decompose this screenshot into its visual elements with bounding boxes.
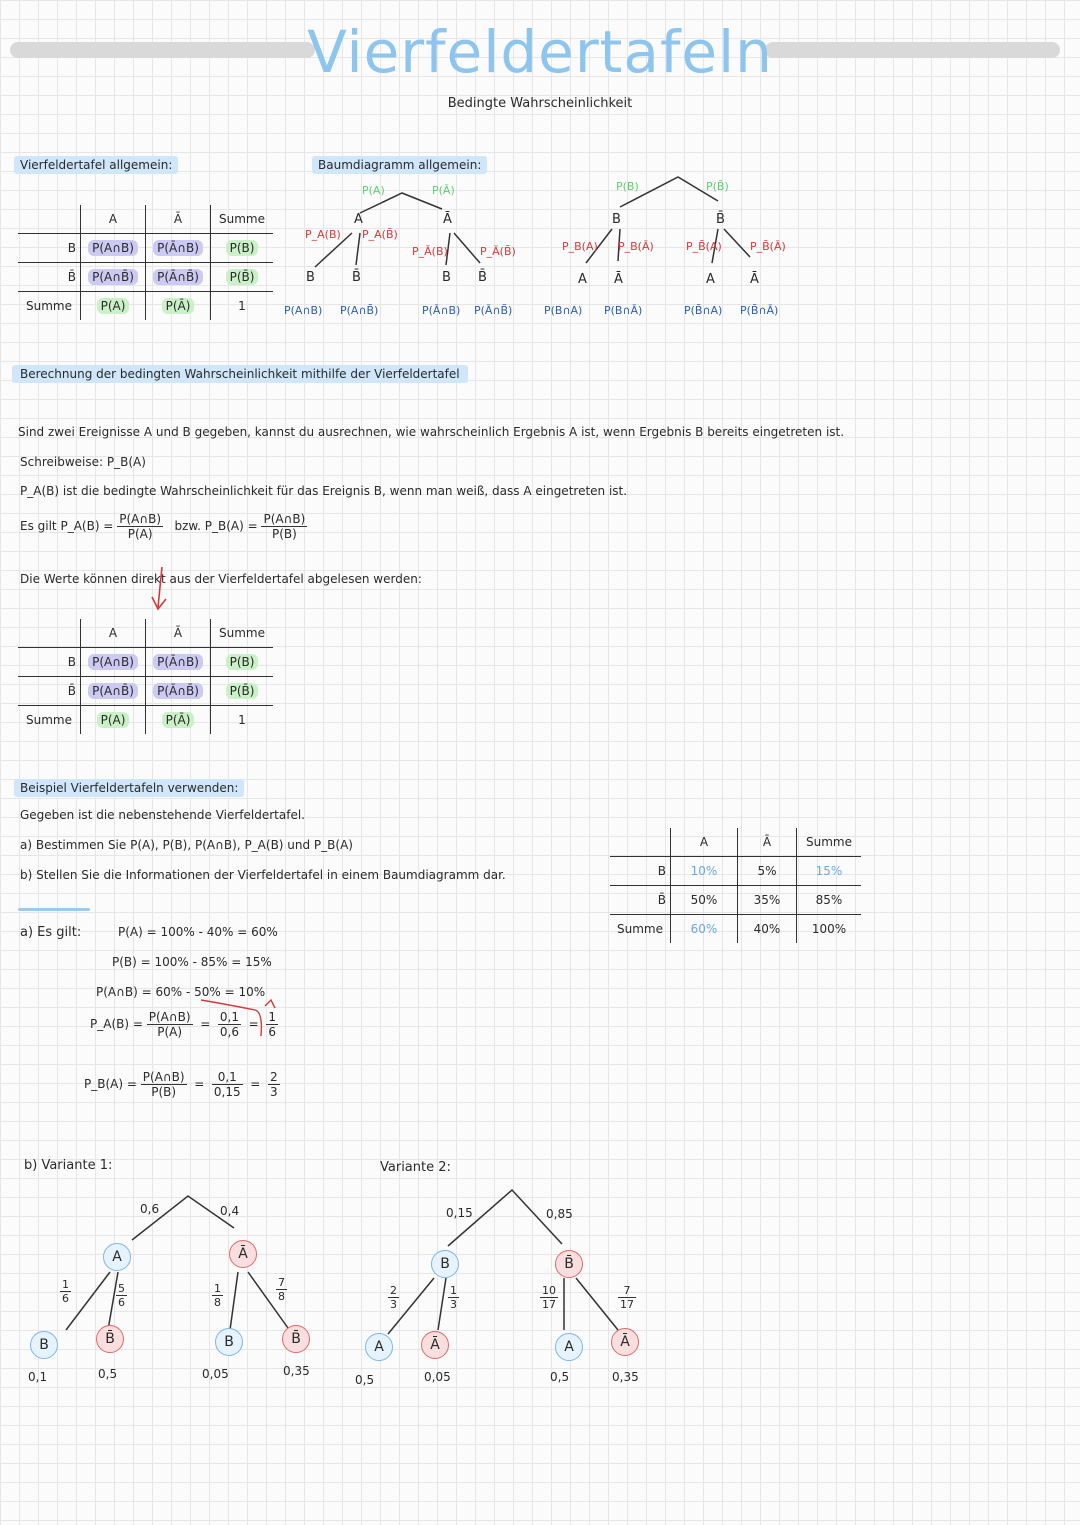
v2-leaf-1: 0,5	[355, 1373, 375, 1387]
section-calc: Berechnung der bedingten Wahrscheinlichkeit mithilfe der Vierfeldertafel	[12, 363, 468, 382]
red-arrow-icon	[150, 565, 180, 615]
text-line-3: P_A(B) ist die bedingte Wahrscheinlichkeit für das Ereignis B, wenn man weiß, dass A eingetreten ist.	[20, 484, 628, 498]
v2-leaf-3: 0,5	[550, 1370, 570, 1384]
v2-leaf-2: 0,05	[424, 1370, 451, 1384]
section-tree-general: Baumdiagramm allgemein:	[312, 154, 487, 173]
tree2-leaf-4: P(B̄∩Ā)	[740, 304, 779, 317]
v1-leaf-1: 0,1	[28, 1370, 48, 1384]
v2-node-b: B	[431, 1250, 459, 1278]
calc-5: P_B(A) = $\frac{P(A\cap B)}{P(B)}$ = $\frac{0,1}{0,15}$ = $\frac{2}{3}$	[84, 1070, 278, 1099]
tree2-leaf-3: P(B̄∩A)	[684, 304, 723, 317]
v2-node-bbar: B̄	[555, 1250, 583, 1278]
text-line-5: Die Werte können direkt aus der Vierfeldertafel abgelesen werden:	[20, 572, 422, 586]
v2-label: Variante 2:	[380, 1160, 451, 1175]
tree2-leaf-node-1: A	[578, 272, 587, 287]
v2-branch-2: $\frac{1}{3}$	[450, 1284, 457, 1311]
v2-leaf-node-2: Ā	[421, 1331, 449, 1359]
example-line-2: a) Bestimmen Sie P(A), P(B), P(A∩B), P_A(B) und P_B(A)	[20, 838, 353, 852]
v1-leaf-node-3: B	[215, 1328, 243, 1356]
v1-leaf-2: 0,5	[98, 1367, 118, 1381]
v1-node-a: A	[103, 1243, 131, 1271]
v1-leaf-3: 0,05	[202, 1367, 229, 1381]
tree1-leaf-node-2: B̄	[352, 270, 361, 285]
vft-general-table: A Ā Summe B P(A∩B) P(Ā∩B) P(B) B̄ P(A∩B̄) P(Ā∩B̄) P(B̄) Summe P(A) P(Ā) 1	[18, 205, 273, 320]
tree1-top-left: P(A)	[362, 184, 385, 197]
v2-top-right: 0,85	[546, 1207, 573, 1221]
v1-branch-2: $\frac{5}{6}$	[118, 1282, 125, 1309]
tree1-node-abar: Ā	[443, 212, 452, 227]
tree1-leaf-2: P(A∩B̄)	[340, 304, 379, 317]
v1-top-right: 0,4	[220, 1204, 240, 1218]
tree1-top-right: P(Ā)	[432, 184, 455, 197]
example-line-1: Gegeben ist die nebenstehende Vierfeldertafel.	[20, 808, 305, 822]
v2-leaf-node-4: Ā	[611, 1328, 639, 1356]
tree1-leaf-3: P(Ā∩B)	[422, 304, 461, 317]
tree1-leaf-4: P(Ā∩B̄)	[474, 304, 513, 317]
v2-top-left: 0,15	[446, 1206, 473, 1220]
calc-3: P(A∩B) = 60% - 50% = 10%	[96, 985, 266, 999]
text-line-2: Schreibweise: P_B(A)	[20, 455, 146, 469]
text-line-4: Es gilt P_A(B) = $\frac{P(A\cap B)}{P(A)}$ bzw. P_B(A) = $\frac{P(A\cap B)}{P(B)}$	[20, 512, 306, 541]
example-table: A Ā Summe B 10% 5% 15% B̄ 50% 35% 85% Summe 60% 40% 100%	[610, 828, 861, 943]
v1-branch-1: $\frac{1}{6}$	[62, 1278, 69, 1305]
v1-branch-3: $\frac{1}{8}$	[214, 1282, 221, 1309]
tree1-leaf-1: P(A∩B)	[284, 304, 323, 317]
v2-branch-3: $\frac{10}{17}$	[542, 1284, 556, 1311]
v2-leaf-node-1: A	[365, 1333, 393, 1361]
tree2-node-b: B	[612, 212, 621, 227]
tree2-top-left: P(B)	[616, 180, 639, 193]
calc-1: P(A) = 100% - 40% = 60%	[118, 925, 278, 939]
b-label: b) Variante 1:	[24, 1158, 113, 1173]
v1-leaf-4: 0,35	[283, 1364, 310, 1378]
tree2-leaf-node-4: Ā	[750, 272, 759, 287]
tree1-leaf-node-4: B̄	[478, 270, 487, 285]
tree2-branch-3: P_B̄(A)	[686, 240, 722, 253]
tree2-leaf-node-3: A	[706, 272, 715, 287]
section-example: Beispiel Vierfeldertafeln verwenden:	[14, 777, 244, 796]
tree1-branch-1: P_A(B)	[305, 228, 341, 241]
tree1-leaf-node-3: B	[442, 270, 451, 285]
tree2-top-right: P(B̄)	[706, 180, 729, 193]
v1-node-abar: Ā	[229, 1240, 257, 1268]
v2-branch-4: $\frac{7}{17}$	[620, 1284, 634, 1311]
text-line-1: Sind zwei Ereignisse A und B gegeben, kannst du ausrechnen, wie wahrscheinlich Ergebnis A ist, wenn Ergebnis B bereits eingetreten ist.	[18, 425, 845, 439]
v2-leaf-node-3: A	[555, 1333, 583, 1361]
page-title: Vierfeldertafeln	[307, 18, 773, 86]
tree2-leaf-2: P(B∩Ā)	[604, 304, 643, 317]
section-vft-general: Vierfeldertafel allgemein:	[14, 154, 178, 173]
page-subtitle: Bedingte Wahrscheinlichkeit	[447, 96, 633, 111]
divider	[18, 908, 90, 911]
tree1-node-a: A	[354, 212, 363, 227]
example-line-3: b) Stellen Sie die Informationen der Vierfeldertafel in einem Baumdiagramm dar.	[20, 868, 506, 882]
v1-branch-4: $\frac{7}{8}$	[278, 1276, 285, 1303]
v1-leaf-node-1: B	[30, 1331, 58, 1359]
tree2-branch-4: P_B̄(Ā)	[750, 240, 786, 253]
a-label: a) Es gilt:	[20, 925, 82, 940]
tree2-leaf-node-2: Ā	[614, 272, 623, 287]
v1-top-left: 0,6	[140, 1202, 160, 1216]
calc-2: P(B) = 100% - 85% = 15%	[112, 955, 272, 969]
calc-4: P_A(B) = $\frac{P(A\cap B)}{P(A)}$ = $\frac{0,1}{0,6}$ = $\frac{1}{6}$	[90, 1010, 276, 1039]
v2-leaf-4: 0,35	[612, 1370, 639, 1384]
tree2-branch-2: P_B(Ā)	[618, 240, 654, 253]
tree2-leaf-1: P(B∩A)	[544, 304, 583, 317]
tree2-branch-1: P_B(A)	[562, 240, 598, 253]
tree2-node-bbar: B̄	[716, 212, 725, 227]
v1-leaf-node-4: B̄	[282, 1325, 310, 1353]
tree1-branch-4: P_Ā(B̄)	[480, 245, 516, 258]
v2-branch-1: $\frac{2}{3}$	[390, 1284, 397, 1311]
tree1-branch-2: P_A(B̄)	[362, 228, 398, 241]
tree1-leaf-node-1: B	[306, 270, 315, 285]
tree1-branch-3: P_Ā(B)	[412, 245, 448, 258]
vft-general-table-2: A Ā Summe B P(A∩B) P(Ā∩B) P(B) B̄ P(A∩B̄) P(Ā∩B̄) P(B̄) Summe P(A) P(Ā) 1	[18, 619, 273, 734]
v1-leaf-node-2: B̄	[96, 1325, 124, 1353]
